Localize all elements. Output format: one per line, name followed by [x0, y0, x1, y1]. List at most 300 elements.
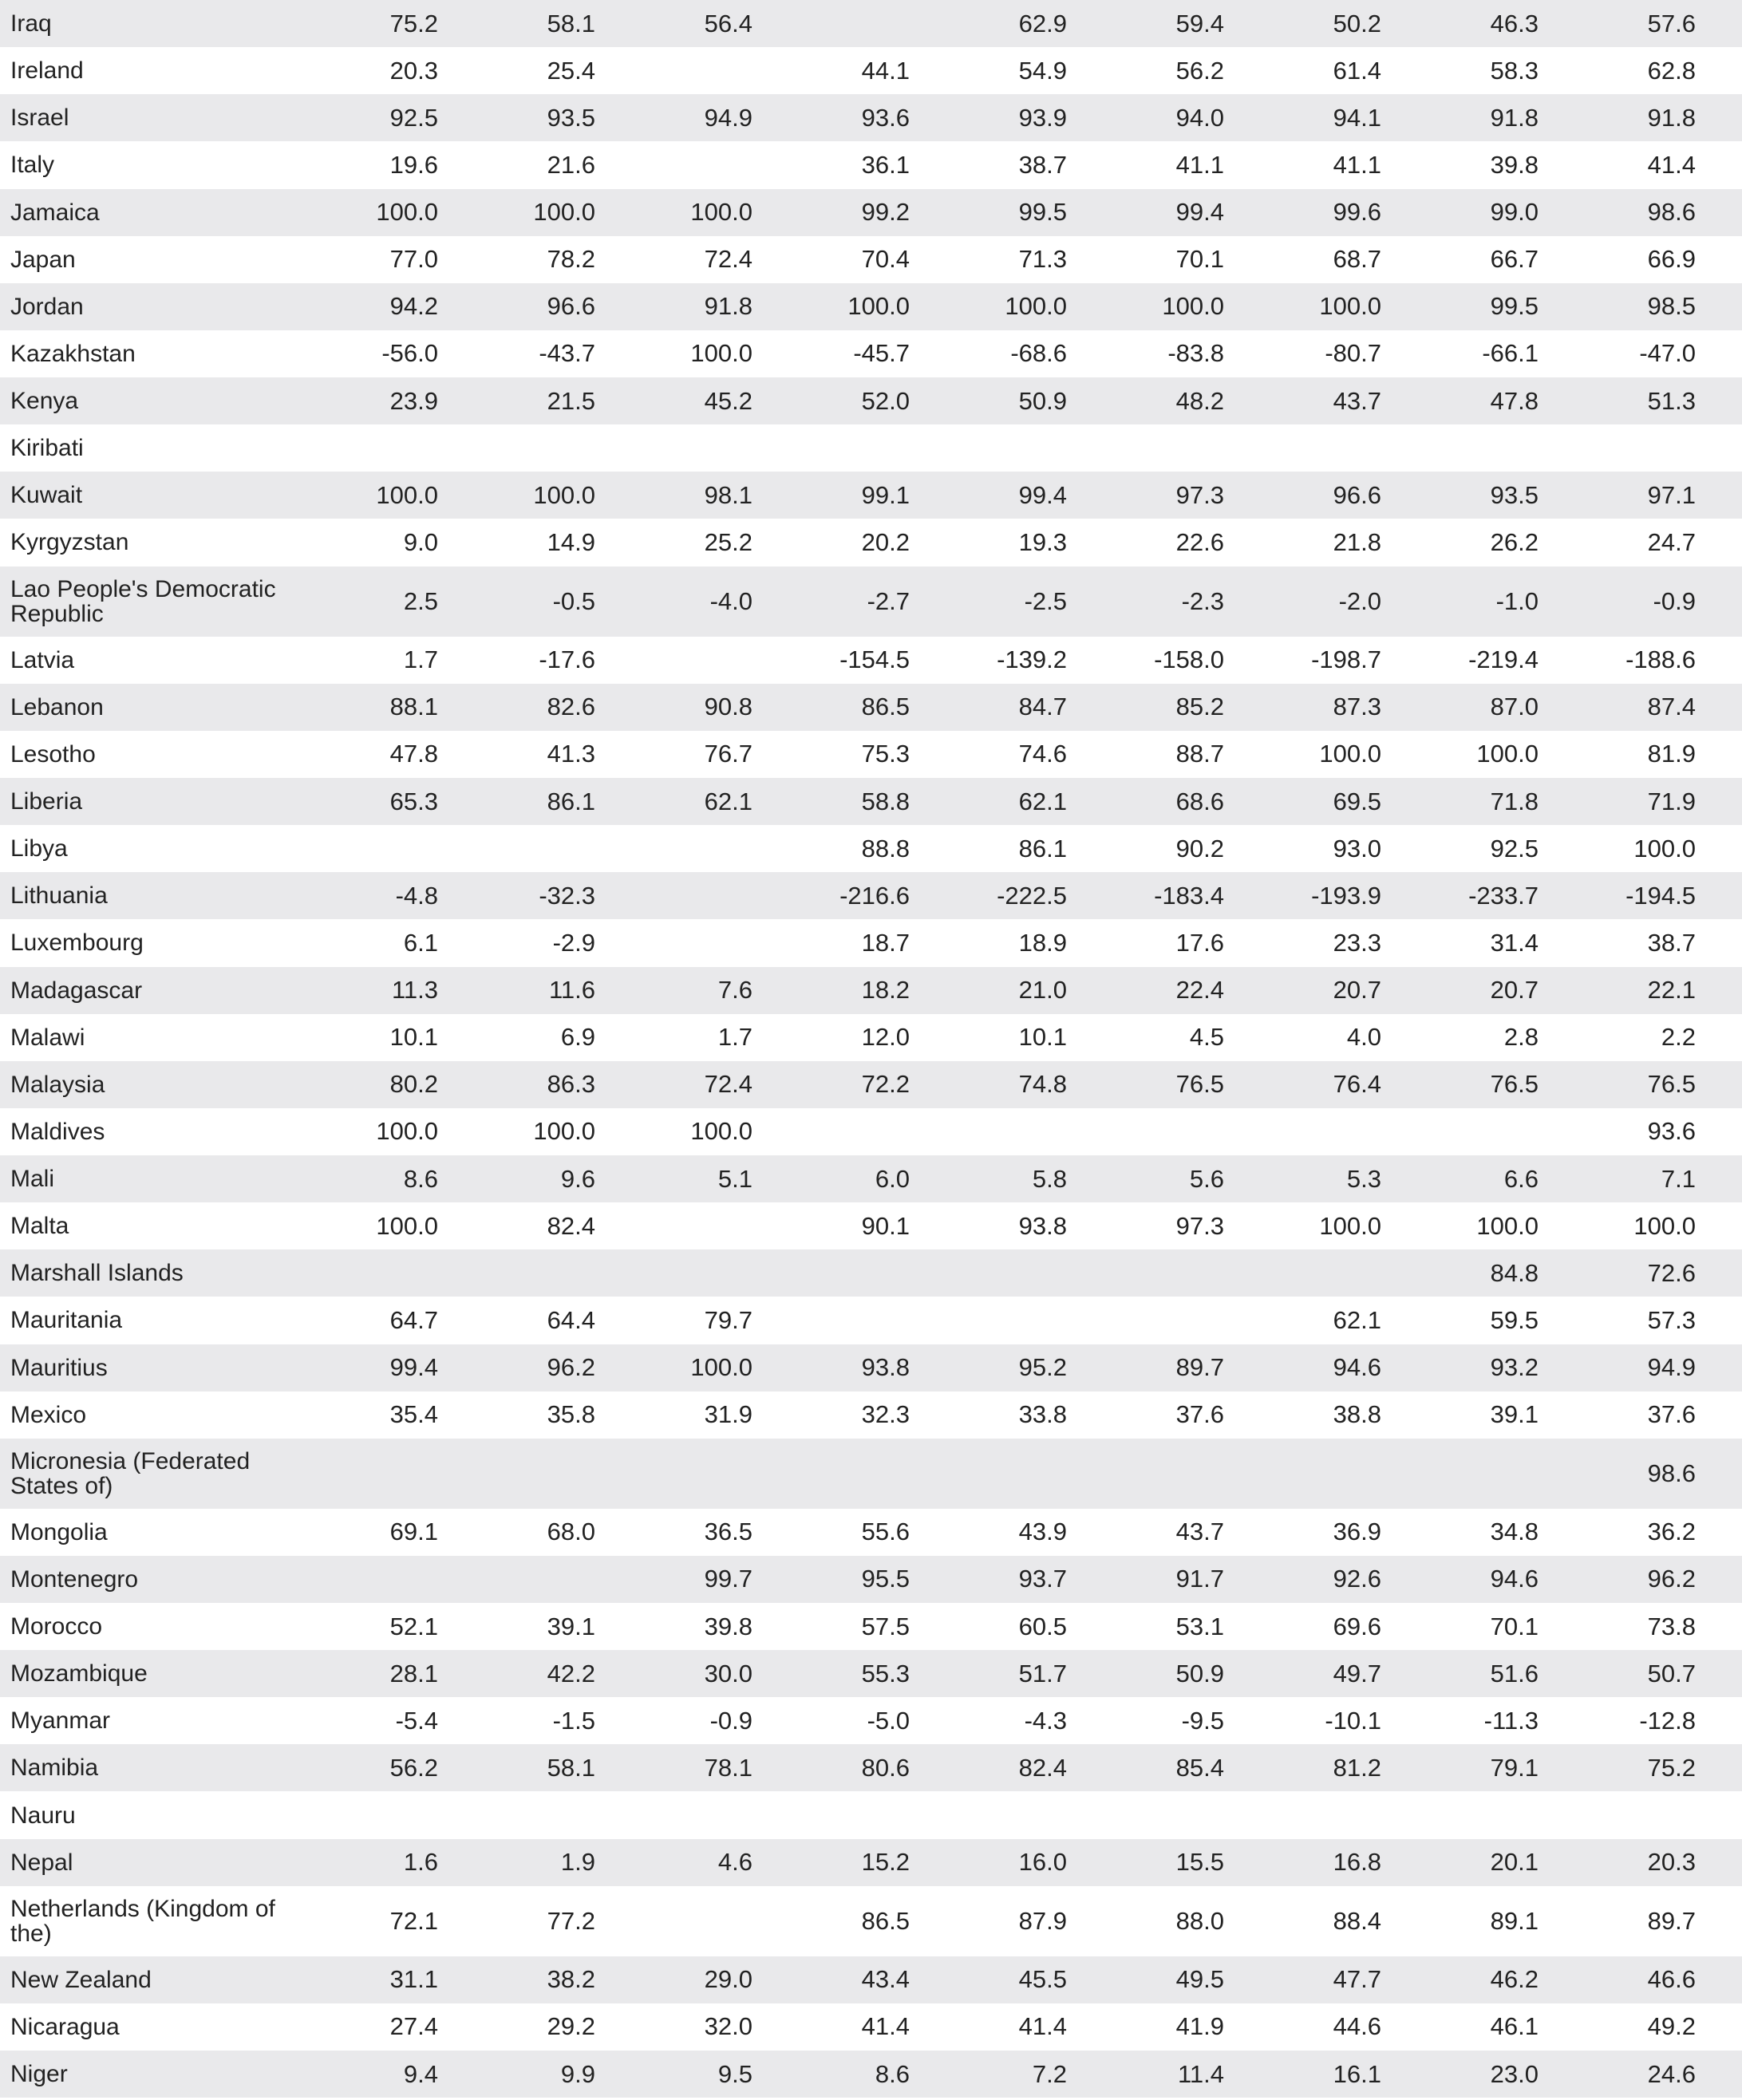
value-cell: 12.0 — [861, 1023, 910, 1052]
value-cell: 87.0 — [1490, 693, 1539, 721]
value-cell: -183.4 — [1154, 881, 1224, 910]
value-cell: 7.6 — [717, 976, 752, 1005]
country-name: Malta — [10, 1213, 69, 1240]
value-cell: 21.0 — [1018, 976, 1067, 1005]
value-cell: 4.0 — [1346, 1023, 1381, 1052]
table-row — [0, 1603, 1742, 1650]
value-cell: 18.9 — [1018, 928, 1067, 957]
value-cell: 49.5 — [1175, 1965, 1224, 1994]
value-cell: 93.6 — [861, 103, 910, 132]
value-cell: 75.2 — [1647, 1753, 1696, 1782]
country-name: Ireland — [10, 57, 84, 85]
value-cell: 74.8 — [1018, 1070, 1067, 1099]
value-cell: 60.5 — [1018, 1612, 1067, 1640]
table-row — [0, 330, 1742, 377]
value-cell: 76.5 — [1175, 1070, 1224, 1099]
value-cell: 97.1 — [1647, 480, 1696, 509]
value-cell: 100.0 — [1319, 292, 1381, 321]
value-cell: 99.4 — [1175, 198, 1224, 227]
value-cell: 21.8 — [1333, 527, 1381, 556]
value-cell: 93.5 — [1490, 480, 1539, 509]
country-name: Morocco — [10, 1613, 103, 1640]
value-cell: 99.5 — [1490, 292, 1539, 321]
value-cell: 62.8 — [1647, 56, 1696, 85]
value-cell: -158.0 — [1154, 645, 1224, 674]
value-cell: 43.7 — [1175, 1518, 1224, 1546]
value-cell: 95.5 — [861, 1565, 910, 1593]
table-row — [0, 377, 1742, 424]
value-cell: 80.6 — [861, 1753, 910, 1782]
value-cell: 99.5 — [1018, 198, 1067, 227]
value-cell: 30.0 — [704, 1659, 752, 1688]
value-cell: -139.2 — [997, 645, 1067, 674]
value-cell: -43.7 — [539, 339, 595, 368]
value-cell: 100.0 — [533, 198, 595, 227]
value-cell: -2.9 — [552, 928, 595, 957]
value-cell: -2.7 — [867, 586, 910, 615]
value-cell: 64.4 — [547, 1305, 595, 1334]
value-cell: 6.9 — [560, 1023, 595, 1052]
value-cell: 100.0 — [1476, 1211, 1539, 1240]
value-cell: -56.0 — [381, 339, 438, 368]
table-row — [0, 1439, 1742, 1509]
table-row — [0, 94, 1742, 141]
value-cell: 20.1 — [1490, 1848, 1539, 1877]
value-cell: 43.4 — [861, 1965, 910, 1994]
country-name: Malaysia — [10, 1071, 105, 1098]
value-cell: 7.2 — [1032, 2059, 1067, 2088]
value-cell: -5.0 — [867, 1706, 910, 1735]
value-cell: 41.4 — [1018, 2012, 1067, 2041]
value-cell: -4.8 — [395, 881, 438, 910]
value-cell: 100.0 — [376, 480, 438, 509]
table-row — [0, 141, 1742, 188]
value-cell: 46.2 — [1490, 1965, 1539, 1994]
country-name: Luxembourg — [10, 930, 144, 957]
value-cell: 4.5 — [1189, 1023, 1224, 1052]
table-row — [0, 1744, 1742, 1791]
value-cell: 68.6 — [1175, 787, 1224, 815]
value-cell: 41.1 — [1175, 150, 1224, 179]
value-cell: 79.7 — [704, 1305, 752, 1334]
value-cell: 2.8 — [1503, 1023, 1539, 1052]
value-cell: 86.5 — [861, 1906, 910, 1935]
value-cell: 16.8 — [1333, 1848, 1381, 1877]
value-cell: 54.9 — [1018, 56, 1067, 85]
value-cell: 82.4 — [1018, 1753, 1067, 1782]
value-cell: 51.7 — [1018, 1659, 1067, 1688]
value-cell: 26.2 — [1490, 527, 1539, 556]
value-cell: 9.0 — [403, 527, 438, 556]
value-cell: 35.4 — [389, 1400, 438, 1429]
country-name: Italy — [10, 152, 55, 179]
value-cell: -5.4 — [395, 1706, 438, 1735]
value-cell: 59.5 — [1490, 1305, 1539, 1334]
value-cell: 99.2 — [861, 198, 910, 227]
value-cell: 22.6 — [1175, 527, 1224, 556]
value-cell: -2.5 — [1024, 586, 1067, 615]
value-cell: 20.7 — [1333, 976, 1381, 1005]
table-row — [0, 1014, 1742, 1061]
country-name: Japan — [10, 246, 76, 273]
value-cell: 69.6 — [1333, 1612, 1381, 1640]
table-row — [0, 1792, 1742, 1839]
country-name: Kiribati — [10, 435, 84, 462]
value-cell: 88.4 — [1333, 1906, 1381, 1935]
table-row — [0, 967, 1742, 1014]
value-cell: 88.1 — [389, 693, 438, 721]
value-cell: -188.6 — [1625, 645, 1696, 674]
value-cell: 82.6 — [547, 693, 595, 721]
value-cell: 57.6 — [1647, 9, 1696, 38]
country-name: Myanmar — [10, 1707, 111, 1735]
value-cell: 61.4 — [1333, 56, 1381, 85]
country-name: Nauru — [10, 1802, 76, 1829]
value-cell: 96.2 — [547, 1353, 595, 1382]
value-cell: 35.8 — [547, 1400, 595, 1429]
value-cell: 29.0 — [704, 1965, 752, 1994]
value-cell: 41.9 — [1175, 2012, 1224, 2041]
value-cell: 78.1 — [704, 1753, 752, 1782]
value-cell: 77.2 — [547, 1906, 595, 1935]
value-cell: -219.4 — [1468, 645, 1539, 674]
value-cell: 23.9 — [389, 386, 438, 415]
value-cell: 4.6 — [717, 1848, 752, 1877]
value-cell: 100.0 — [376, 1211, 438, 1240]
table-row — [0, 684, 1742, 731]
value-cell: 43.9 — [1018, 1518, 1067, 1546]
value-cell: -10.1 — [1325, 1706, 1381, 1735]
value-cell: 98.5 — [1647, 292, 1696, 321]
value-cell: 52.0 — [861, 386, 910, 415]
value-cell: 41.4 — [861, 2012, 910, 2041]
value-cell: 50.9 — [1018, 386, 1067, 415]
value-cell: 49.2 — [1647, 2012, 1696, 2041]
value-cell: 88.7 — [1175, 740, 1224, 768]
country-name: Niger — [10, 2061, 68, 2088]
value-cell: 72.1 — [389, 1906, 438, 1935]
table-row — [0, 1956, 1742, 2003]
value-cell: 96.6 — [1333, 480, 1381, 509]
country-name: New Zealand — [10, 1966, 152, 1993]
value-cell: 31.1 — [389, 1965, 438, 1994]
table-row — [0, 47, 1742, 94]
value-cell: 25.4 — [547, 56, 595, 85]
value-cell: 71.3 — [1018, 245, 1067, 274]
value-cell: 57.3 — [1647, 1305, 1696, 1334]
value-cell: 99.4 — [1018, 480, 1067, 509]
table-row — [0, 1344, 1742, 1391]
value-cell: 56.2 — [1175, 56, 1224, 85]
value-cell: 10.1 — [1018, 1023, 1067, 1052]
value-cell: 100.0 — [1633, 1211, 1696, 1240]
value-cell: 32.0 — [704, 2012, 752, 2041]
value-cell: 98.1 — [704, 480, 752, 509]
value-cell: 6.0 — [875, 1164, 910, 1193]
value-cell: 41.1 — [1333, 150, 1381, 179]
value-cell: 38.8 — [1333, 1400, 1381, 1429]
value-cell: 41.3 — [547, 740, 595, 768]
value-cell: 100.0 — [690, 198, 752, 227]
value-cell: 56.2 — [389, 1753, 438, 1782]
value-cell: 76.7 — [704, 740, 752, 768]
value-cell: 70.1 — [1175, 245, 1224, 274]
value-cell: 38.2 — [547, 1965, 595, 1994]
value-cell: 1.7 — [717, 1023, 752, 1052]
value-cell: 2.5 — [403, 586, 438, 615]
value-cell: 1.7 — [403, 645, 438, 674]
value-cell: 86.3 — [547, 1070, 595, 1099]
value-cell: 62.9 — [1018, 9, 1067, 38]
value-cell: 33.8 — [1018, 1400, 1067, 1429]
value-cell: 70.4 — [861, 245, 910, 274]
value-cell: 62.1 — [1333, 1305, 1381, 1334]
value-cell: 58.1 — [547, 9, 595, 38]
value-cell: 55.6 — [861, 1518, 910, 1546]
value-cell: 36.5 — [704, 1518, 752, 1546]
value-cell: 94.6 — [1333, 1353, 1381, 1382]
value-cell: 68.0 — [547, 1518, 595, 1546]
value-cell: 85.4 — [1175, 1753, 1224, 1782]
value-cell: 78.2 — [547, 245, 595, 274]
value-cell: 5.6 — [1189, 1164, 1224, 1193]
value-cell: 90.1 — [861, 1211, 910, 1240]
value-cell: 96.2 — [1647, 1565, 1696, 1593]
value-cell: 19.3 — [1018, 527, 1067, 556]
table-row — [0, 1650, 1742, 1697]
value-cell: -198.7 — [1311, 645, 1381, 674]
table-row — [0, 637, 1742, 684]
value-cell: 98.6 — [1647, 198, 1696, 227]
value-cell: 79.1 — [1490, 1753, 1539, 1782]
value-cell: 100.0 — [376, 198, 438, 227]
value-cell: 55.3 — [861, 1659, 910, 1688]
value-cell: 18.2 — [861, 976, 910, 1005]
value-cell: 97.3 — [1175, 480, 1224, 509]
value-cell: -193.9 — [1311, 881, 1381, 910]
value-cell: 49.7 — [1333, 1659, 1381, 1688]
value-cell: 91.8 — [1490, 103, 1539, 132]
value-cell: -32.3 — [539, 881, 595, 910]
value-cell: 37.6 — [1647, 1400, 1696, 1429]
value-cell: -0.9 — [1653, 586, 1696, 615]
value-cell: 39.1 — [1490, 1400, 1539, 1429]
value-cell: 20.2 — [861, 527, 910, 556]
value-cell: 46.1 — [1490, 2012, 1539, 2041]
value-cell: 52.1 — [389, 1612, 438, 1640]
value-cell: 100.0 — [1005, 292, 1067, 321]
value-cell: 29.2 — [547, 2012, 595, 2041]
value-cell: 66.9 — [1647, 245, 1696, 274]
value-cell: 6.1 — [403, 928, 438, 957]
country-name: Malawi — [10, 1024, 85, 1051]
value-cell: 92.6 — [1333, 1565, 1381, 1593]
value-cell: 50.2 — [1333, 9, 1381, 38]
value-cell: 71.8 — [1490, 787, 1539, 815]
value-cell: 81.2 — [1333, 1753, 1381, 1782]
value-cell: 20.7 — [1490, 976, 1539, 1005]
value-cell: 75.2 — [389, 9, 438, 38]
value-cell: 64.7 — [389, 1305, 438, 1334]
table-row — [0, 424, 1742, 472]
value-cell: -0.9 — [709, 1706, 752, 1735]
value-cell: 24.6 — [1647, 2059, 1696, 2088]
value-cell: 94.2 — [389, 292, 438, 321]
value-cell: 94.9 — [704, 103, 752, 132]
value-cell: 5.8 — [1032, 1164, 1067, 1193]
country-name: Iraq — [10, 10, 52, 38]
value-cell: 21.5 — [547, 386, 595, 415]
value-cell: 77.0 — [389, 245, 438, 274]
value-cell: 86.1 — [1018, 834, 1067, 862]
country-name: Kuwait — [10, 482, 83, 509]
country-name: Montenegro — [10, 1565, 139, 1593]
value-cell: 99.0 — [1490, 198, 1539, 227]
country-name: Mongolia — [10, 1518, 108, 1545]
table-row — [0, 1556, 1742, 1603]
value-cell: 31.9 — [704, 1400, 752, 1429]
table-row — [0, 1061, 1742, 1108]
value-cell: 68.7 — [1333, 245, 1381, 274]
value-cell: 100.0 — [1319, 1211, 1381, 1240]
value-cell: 86.1 — [547, 787, 595, 815]
value-cell: 85.2 — [1175, 693, 1224, 721]
value-cell: 46.6 — [1647, 1965, 1696, 1994]
value-cell: 47.8 — [1490, 386, 1539, 415]
value-cell: 100.0 — [1319, 740, 1381, 768]
country-name: Mauritius — [10, 1354, 108, 1381]
value-cell: -1.5 — [552, 1706, 595, 1735]
value-cell: 23.0 — [1490, 2059, 1539, 2088]
value-cell: 94.0 — [1175, 103, 1224, 132]
value-cell: 17.6 — [1175, 928, 1224, 957]
value-cell: 94.9 — [1647, 1353, 1696, 1382]
table-row — [0, 1391, 1742, 1439]
table-row — [0, 919, 1742, 966]
country-name: Kenya — [10, 388, 79, 415]
table-row — [0, 778, 1742, 825]
country-name: Madagascar — [10, 977, 143, 1004]
table-row — [0, 283, 1742, 330]
country-name: Kazakhstan — [10, 340, 136, 367]
value-cell: 80.2 — [389, 1070, 438, 1099]
value-cell: -154.5 — [839, 645, 910, 674]
value-cell: 62.1 — [1018, 787, 1067, 815]
table-row — [0, 566, 1742, 637]
value-cell: 50.9 — [1175, 1659, 1224, 1688]
value-cell: 66.7 — [1490, 245, 1539, 274]
value-cell: 92.5 — [1490, 834, 1539, 862]
country-name: Lithuania — [10, 882, 108, 910]
country-name: Mozambique — [10, 1660, 148, 1688]
value-cell: 20.3 — [1647, 1848, 1696, 1877]
table-row — [0, 731, 1742, 778]
value-cell: 97.3 — [1175, 1211, 1224, 1240]
value-cell: 93.6 — [1647, 1117, 1696, 1146]
value-cell: 71.9 — [1647, 787, 1696, 815]
value-cell: 99.4 — [389, 1353, 438, 1382]
value-cell: -222.5 — [997, 881, 1067, 910]
value-cell: 76.5 — [1647, 1070, 1696, 1099]
value-cell: 72.4 — [704, 245, 752, 274]
value-cell: 22.1 — [1647, 976, 1696, 1005]
table-row — [0, 1108, 1742, 1155]
country-name: Libya — [10, 835, 68, 862]
value-cell: 21.6 — [547, 150, 595, 179]
value-cell: 91.7 — [1175, 1565, 1224, 1593]
value-cell: 11.6 — [548, 976, 595, 1005]
value-cell: 37.6 — [1175, 1400, 1224, 1429]
value-cell: -17.6 — [539, 645, 595, 674]
value-cell: 45.5 — [1018, 1965, 1067, 1994]
value-cell: 72.2 — [861, 1070, 910, 1099]
value-cell: 45.2 — [704, 386, 752, 415]
table-row — [0, 872, 1742, 919]
value-cell: 34.8 — [1490, 1518, 1539, 1546]
value-cell: 81.9 — [1647, 740, 1696, 768]
value-cell: 86.5 — [861, 693, 910, 721]
value-cell: 43.7 — [1333, 386, 1381, 415]
value-cell: 58.3 — [1490, 56, 1539, 85]
value-cell: 93.8 — [1018, 1211, 1067, 1240]
value-cell: 15.5 — [1175, 1848, 1224, 1877]
table-row — [0, 1155, 1742, 1202]
value-cell: 42.2 — [547, 1659, 595, 1688]
value-cell: 88.0 — [1175, 1906, 1224, 1935]
table-row — [0, 1297, 1742, 1344]
country-name: Maldives — [10, 1118, 105, 1145]
value-cell: 41.4 — [1647, 150, 1696, 179]
value-cell: 9.9 — [560, 2059, 595, 2088]
value-cell: 91.8 — [1647, 103, 1696, 132]
value-cell: 36.1 — [861, 150, 910, 179]
value-cell: 14.9 — [547, 527, 595, 556]
country-name: Mauritania — [10, 1307, 123, 1334]
country-name: Latvia — [10, 646, 75, 673]
value-cell: 11.4 — [1177, 2059, 1224, 2088]
value-cell: 72.6 — [1647, 1258, 1696, 1287]
value-cell: 93.8 — [861, 1353, 910, 1382]
country-name: Lesotho — [10, 740, 96, 768]
value-cell: 47.8 — [389, 740, 438, 768]
value-cell: 38.7 — [1018, 150, 1067, 179]
value-cell: 28.1 — [389, 1659, 438, 1688]
country-name: Namibia — [10, 1755, 99, 1782]
value-cell: -2.0 — [1338, 586, 1381, 615]
value-cell: 93.5 — [547, 103, 595, 132]
value-cell: 39.8 — [704, 1612, 752, 1640]
value-cell: 89.7 — [1647, 1906, 1696, 1935]
table-row — [0, 1249, 1742, 1297]
country-name: Mali — [10, 1166, 55, 1193]
value-cell: 48.2 — [1175, 386, 1224, 415]
value-cell: 100.0 — [533, 1117, 595, 1146]
table-row — [0, 2051, 1742, 2098]
table-row — [0, 519, 1742, 566]
value-cell: 2.2 — [1661, 1023, 1696, 1052]
value-cell: 100.0 — [847, 292, 910, 321]
value-cell: 51.3 — [1647, 386, 1696, 415]
value-cell: -9.5 — [1181, 1706, 1224, 1735]
value-cell: 69.5 — [1333, 787, 1381, 815]
value-cell: 99.1 — [861, 480, 910, 509]
country-name: Mexico — [10, 1401, 87, 1428]
value-cell: -1.0 — [1495, 586, 1539, 615]
value-cell: 5.3 — [1346, 1164, 1381, 1193]
value-cell: 9.5 — [717, 2059, 752, 2088]
value-cell: 74.6 — [1018, 740, 1067, 768]
value-cell: 70.1 — [1490, 1612, 1539, 1640]
